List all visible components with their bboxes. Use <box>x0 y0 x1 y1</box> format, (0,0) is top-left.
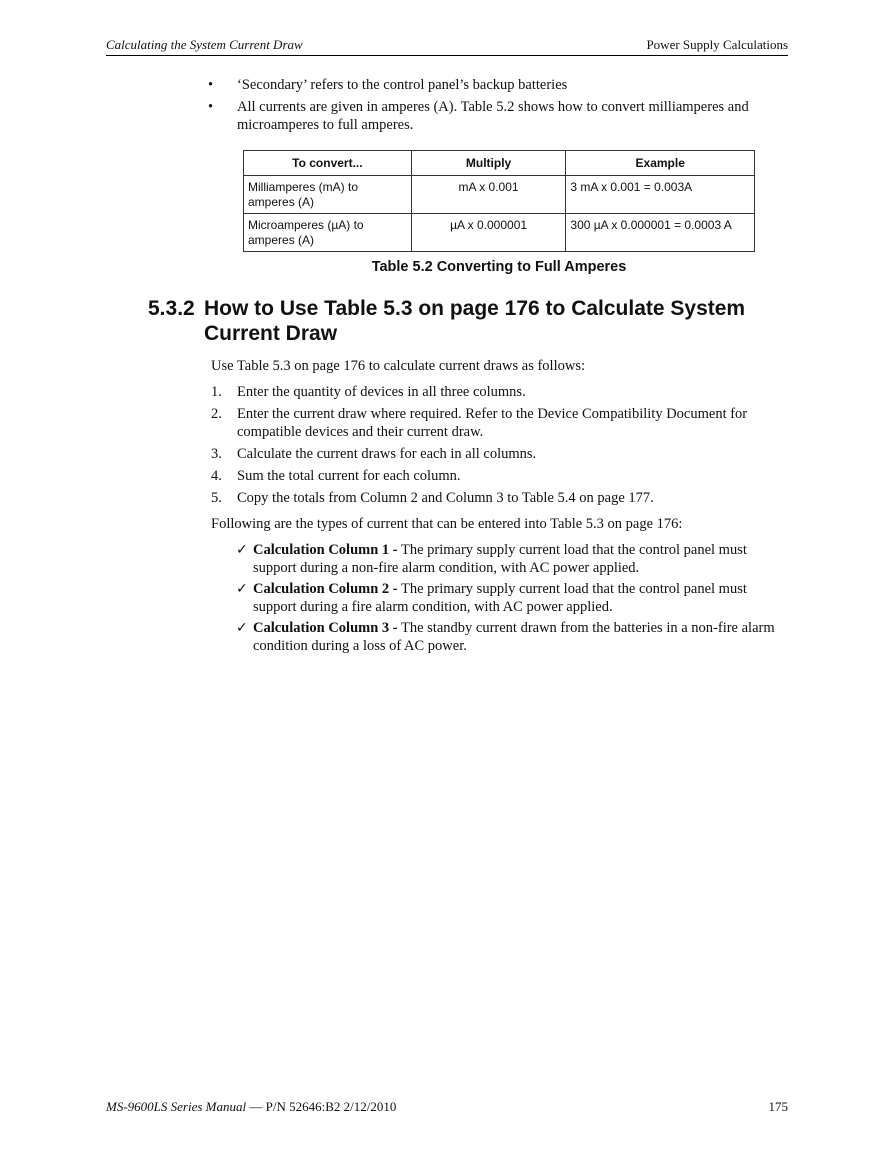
bullet-item <box>208 76 768 94</box>
step-text: Copy the totals from Column 2 and Column 3 to Table 5.4 on page 177. <box>237 490 654 506</box>
list-item <box>236 619 781 655</box>
footer-part-number: P/N 52646:B2 2/12/2010 <box>265 1099 397 1114</box>
list-item <box>211 383 771 401</box>
step-number: 4. <box>211 468 222 484</box>
checkmark-icon: ✓ <box>236 620 248 636</box>
check-list <box>236 541 781 658</box>
table-header-row <box>244 151 755 176</box>
table-cell: 300 µA x 0.000001 = 0.0003 A <box>566 214 755 252</box>
step-text: Calculate the current draws for each in all columns. <box>237 446 537 462</box>
running-header <box>106 36 788 56</box>
section-intro: Use Table 5.3 on page 176 to calculate current draws as follows: <box>211 358 585 374</box>
step-number: 5. <box>211 490 222 506</box>
table-cell: 3 mA x 0.001 = 0.003A <box>566 176 755 214</box>
step-number: 1. <box>211 384 222 400</box>
check-text: The primary supply current load that the control panel must support during a fire alarm condition, with AC power applied. <box>253 581 747 615</box>
table-row <box>244 176 755 214</box>
footer-manual-title: MS-9600LS Series Manual <box>106 1099 247 1114</box>
check-text: The standby current drawn from the batteries in a non-fire alarm condition during a loss of AC power. <box>253 620 775 654</box>
step-text: Enter the quantity of devices in all three columns. <box>237 384 526 400</box>
conversion-table <box>243 150 755 252</box>
table-header-cell: To convert... <box>244 151 412 176</box>
following-paragraph: Following are the types of current that can be entered into Table 5.3 on page 176: <box>211 516 683 532</box>
list-item <box>211 489 771 507</box>
header-section-title: Power Supply Calculations <box>646 37 788 52</box>
list-item <box>211 467 771 485</box>
header-chapter-title: Calculating the System Current Draw <box>106 37 303 52</box>
bullet-symbol: • <box>208 77 214 93</box>
section-number: 5.3.2 <box>148 297 195 320</box>
table-header-cell: Multiply <box>411 151 566 176</box>
footer-manual-info <box>106 1099 396 1115</box>
footer-separator: — <box>246 1099 266 1114</box>
steps-list <box>211 383 771 511</box>
list-item <box>236 541 781 577</box>
table-cell: µA x 0.000001 <box>411 214 566 252</box>
page-number: 175 <box>768 1099 788 1114</box>
table-row <box>244 214 755 252</box>
table-header-cell: Example <box>566 151 755 176</box>
checkmark-icon: ✓ <box>236 542 248 558</box>
step-text: Enter the current draw where required. Refer to the Device Compatibility Document for compatible devices and their current draw. <box>237 406 748 440</box>
list-item <box>236 580 781 616</box>
list-item <box>211 405 771 441</box>
bullet-item <box>208 98 768 134</box>
section-title: How to Use Table 5.3 on page 176 to Calculate System Current Draw <box>204 297 746 345</box>
bullet-list <box>208 76 768 138</box>
check-label: Calculation Column 3 - <box>253 620 398 636</box>
step-number: 3. <box>211 446 222 462</box>
list-item <box>211 445 771 463</box>
step-number: 2. <box>211 406 222 422</box>
table-cell: mA x 0.001 <box>411 176 566 214</box>
bullet-symbol: • <box>208 99 214 115</box>
table-cell: Microamperes (µA) to amperes (A) <box>244 214 412 252</box>
check-label: Calculation Column 1 - <box>253 542 398 558</box>
check-label: Calculation Column 2 - <box>253 581 398 597</box>
bullet-text: All currents are given in amperes (A). Table 5.2 shows how to convert milliamperes and microamperes to full amperes. <box>237 99 749 133</box>
checkmark-icon: ✓ <box>236 581 248 597</box>
table-caption: Table 5.2 Converting to Full Amperes <box>371 259 627 275</box>
check-text: The primary supply current load that the control panel must support during a non-fire alarm condition, with AC power applied. <box>253 542 747 576</box>
bullet-text: ‘Secondary’ refers to the control panel’s backup batteries <box>237 77 568 93</box>
table-cell: Milliamperes (mA) to amperes (A) <box>244 176 412 214</box>
step-text: Sum the total current for each column. <box>237 468 461 484</box>
